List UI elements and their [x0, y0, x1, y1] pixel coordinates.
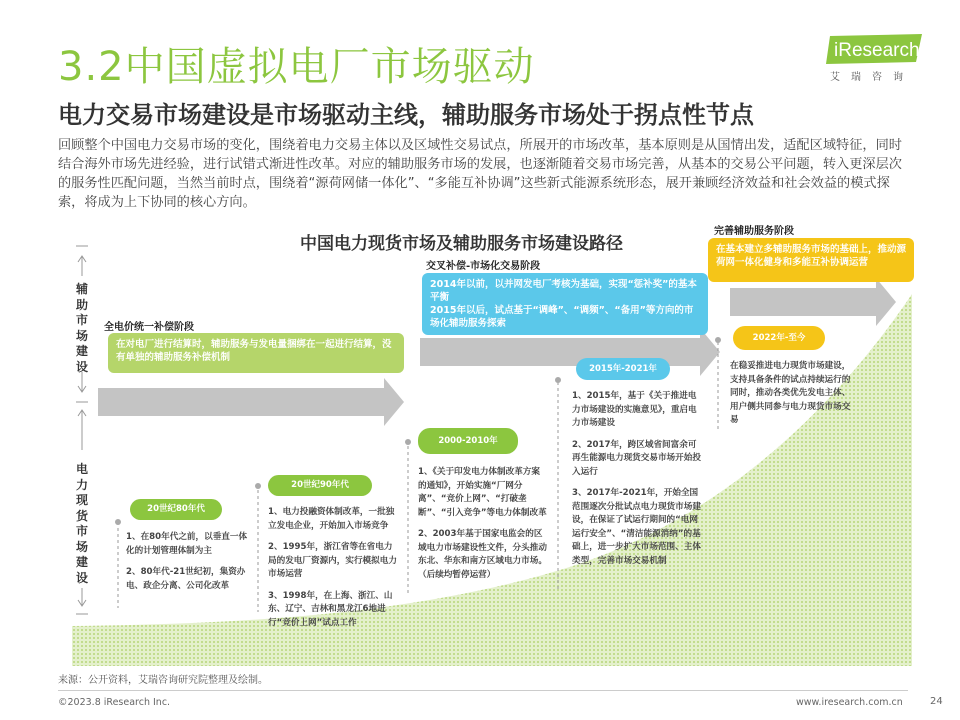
website-link[interactable]: www.iresearch.com.cn	[796, 697, 903, 708]
stage-label-2: 交叉补偿-市场化交易阶段	[426, 261, 541, 272]
stage-arrow-2	[420, 328, 720, 376]
era-1990s-item-2: 2、1995年，浙江省等在省电力局的发电厂资源内，实行模拟电力市场运营	[268, 542, 397, 579]
chart-title: 中国电力现货市场及辅助服务市场建设路径	[300, 234, 623, 254]
era-1980s-item-2: 2、80年代-21世纪初，集资办电、政企分离、公司化改革	[126, 567, 246, 591]
stage-box-2: 2014年以前，以并网发电厂考核为基础，实现“惩补奖”的基本平衡 2015年以后，试点基于“调峰”、“调频”、“备用”等方向的市场化辅助服务探索	[422, 273, 708, 335]
era-text-1980s	[126, 531, 252, 601]
era-text-2022-now	[730, 360, 856, 436]
era-1990s-item-3: 3、1998年，在上海、浙江、山东、辽宁、吉林和黑龙江6地进行“竞价上网”试点工作	[268, 590, 393, 628]
stage-arrow-1	[98, 378, 404, 426]
era-pill-2022-now: 2022年-至今	[733, 326, 825, 350]
source-note: 来源：公开资料，艾瑞咨询研究院整理及绘制。	[58, 675, 268, 686]
axis-label-ancillary: 辅助市场建设	[75, 282, 88, 374]
era-2000-item-2: 2、2003年基于国家电监会的区域电力市场建设性文件，分头推动东北、华东和南方区域电力市场。（后续均暂停运营）	[418, 529, 547, 580]
era-text-1990s	[268, 506, 398, 638]
stage-label-3: 完善辅助服务阶段	[714, 226, 794, 237]
page-title: 3.2中国虚拟电厂市场驱动	[58, 44, 535, 90]
era-text-2000-2010	[418, 466, 548, 590]
page-number: 24	[930, 696, 943, 707]
footer-divider	[58, 690, 908, 691]
era-1980s-item-1: 1、在80年代之前，以垂直一体化的计划管理体制为主	[126, 532, 248, 556]
era-pill-2000-2010: 2000-2010年	[418, 428, 518, 454]
era-2022-item-1: 在稳妥推进电力现货市场建设，支持具备条件的试点持续运行的同时，推动各类优先发电主体、用户侧共同参与电力现货市场交易	[730, 361, 851, 425]
copyright: ©2023.8 iResearch Inc.	[58, 697, 171, 708]
logo-subtitle: 艾瑞咨询	[830, 72, 914, 83]
era-text-2015-2021	[572, 390, 702, 576]
era-pill-2015-2021: 2015年-2021年	[576, 358, 670, 380]
era-2015-item-2: 2、2017年，跨区域省间富余可再生能源电力现货交易市场开始投入运行	[572, 439, 701, 477]
era-2000-item-1: 1、《关于印发电力体制改革方案的通知》，开始实施“厂网分离”、“竞价上网”、“打破垄断”、“引入竞争”等电力体制改革	[418, 467, 547, 518]
logo-brand-text: iResearch	[834, 40, 920, 61]
era-pill-1990s: 20世纪90年代	[268, 475, 372, 496]
stage-arrow-3	[730, 278, 896, 326]
intro-paragraph: 回顾整个中国电力交易市场的变化，围绕着电力交易主体以及区域性交易试点，所展开的市场改革，基本原则是从国情出发，适配区域特征，同时结合海外市场先进经验，进行试错式渐进性改革。对应的辅助服务市场的发展，也逐渐随着交易市场完善，从基本的交易公平问题，转入更深层次的服务性匹配问题，当然当前时点，围绕着“源荷网储一体化”、“多能互补协调”这些新式能源系统形态，展开兼顾经济效益和社会效益的模式探索，将成为上下协同的核心方向。	[58, 138, 902, 210]
page-subtitle: 电力交易市场建设是市场驱动主线，辅助服务市场处于拐点性节点	[58, 101, 754, 129]
stage-box-1: 在对电厂进行结算时，辅助服务与发电量捆绑在一起进行结算，没有单独的辅助服务补偿机制	[108, 333, 404, 373]
stage-label-1: 全电价统一补偿阶段	[104, 322, 194, 333]
era-2015-item-1: 1、2015年，基于《关于推进电力市场建设的实施意见》，重启电力市场建设	[572, 391, 697, 428]
stage-box-3: 在基本建立多辅助服务市场的基础上，推动源荷网一体化健身和多能互补协调运营	[708, 238, 914, 282]
era-2015-item-3: 3、2017年-2021年，开始全国范围逐次分批试点电力现货市场建设，在保证了试运行期间的“电网运行安全”、“清洁能源消纳”的基础上，进一步扩大市场范围、主体类型，完善市场交易机制	[572, 488, 701, 566]
era-1990s-item-1: 1、电力投融资体制改革，一批独立发电企业，开始加入市场竞争	[268, 507, 395, 531]
axis-label-spot-market: 电力现货市场建设	[75, 462, 88, 585]
era-pill-1980s: 20世纪80年代	[130, 499, 222, 520]
